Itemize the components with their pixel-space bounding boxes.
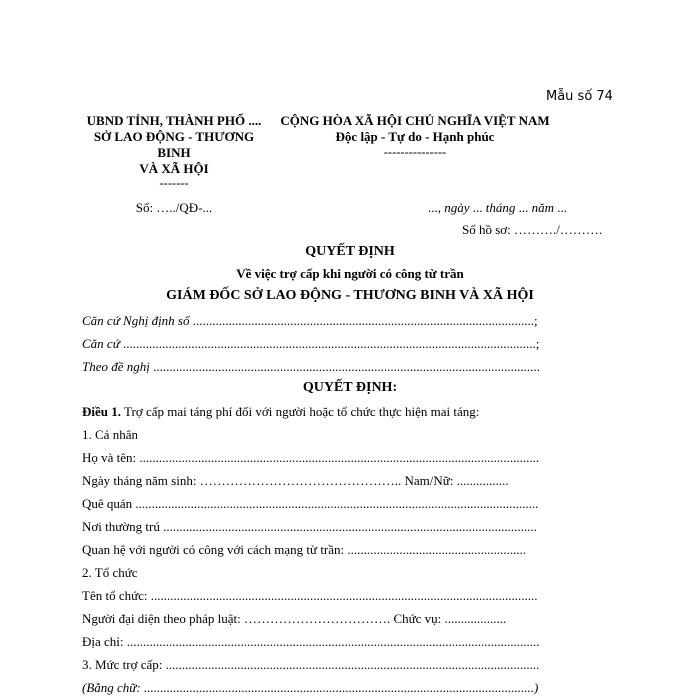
basis-other-label: Căn cứ: [82, 336, 120, 351]
field-amount: 3. Mức trợ cấp: ...................................................................................................................: [82, 657, 540, 672]
agency-separator: -------: [159, 176, 189, 190]
date-dots3: ...: [557, 200, 568, 215]
decision-title: QUYẾT ĐỊNH: [305, 244, 395, 259]
date-prefix: ...,: [428, 200, 441, 215]
basis-proposal-dots: .......................................................................................................................: [149, 359, 540, 374]
field-hometown: Quê quán ............................................................................................................................: [82, 496, 539, 511]
field-residence: Nơi thường trú ...................................................................................................................: [82, 519, 537, 534]
article-1-label: Điều 1.: [82, 404, 121, 419]
agency-line4: VÀ XÃ HỘI: [139, 161, 209, 176]
agency-line2: SỞ LAO ĐỘNG - THƯƠNG: [93, 129, 255, 144]
basis-proposal: [82, 359, 540, 375]
nation-motto: Độc lập - Tự do - Hạnh phúc: [335, 129, 495, 144]
basis-other-dots: ...............................................................................................................................;: [119, 336, 540, 351]
decision-authority: GIÁM ĐỐC SỞ LAO ĐỘNG - THƯƠNG BINH VÀ XÃ HỘI: [166, 288, 534, 303]
field-relation: Quan hệ với người có công với cách mạng từ trần: .......................................................: [82, 542, 527, 557]
decision-subject: Về việc trợ cấp khi người có công từ trần: [236, 266, 464, 281]
agency-line1: UBND TỈNH, THÀNH PHỐ ....: [86, 113, 262, 128]
section-individual: 1. Cá nhân: [82, 427, 138, 442]
basis-other: [82, 336, 539, 352]
date-ngay: ngày: [444, 200, 470, 215]
field-org-name: Tên tổ chức: .......................................................................................................................: [82, 588, 538, 603]
date-thang: tháng: [485, 200, 516, 215]
basis-decree-dots: .........................................................................................................;: [189, 313, 538, 328]
nation-separator: ---------------: [383, 145, 447, 159]
decision-heading: QUYẾT ĐỊNH:: [302, 380, 398, 395]
basis-decree: [82, 313, 538, 329]
field-address: Địa chỉ: ...............................................................................................................................: [82, 634, 540, 649]
date-line: [428, 200, 567, 216]
basis-decree-label: Căn cứ Nghị định số: [82, 313, 190, 328]
date-dots2: ...: [518, 200, 529, 215]
file-number: Số hồ sơ: ………./……….: [462, 222, 603, 237]
field-dob-gender: Ngày tháng năm sinh: ……………………………………….. Nam/Nữ: ................: [82, 473, 509, 488]
date-nam: năm: [531, 200, 555, 215]
agency-line3: BINH: [157, 145, 191, 160]
field-amount-in-words: [82, 680, 538, 696]
article-1: [82, 404, 479, 420]
form-number: Mẫu số 74: [546, 89, 613, 104]
document-number: Số: …../QĐ-...: [135, 200, 213, 215]
amount-in-words-dots: ........................................................................................................................): [140, 680, 539, 695]
date-dots1: ...: [472, 200, 483, 215]
nation-title: CỘNG HÒA XÃ HỘI CHỦ NGHĨA VIỆT NAM: [280, 113, 550, 128]
article-1-text: Trợ cấp mai táng phí đối với người hoặc tổ chức thực hiện mai táng:: [121, 404, 480, 419]
amount-in-words-label: (Bằng chữ:: [82, 680, 141, 695]
field-name: Họ và tên: ...........................................................................................................................: [82, 450, 540, 465]
section-organization: 2. Tổ chức: [82, 565, 138, 580]
basis-proposal-label: Theo đề nghị: [82, 359, 150, 374]
field-representative: Người đại diện theo pháp luật: ……………………………. Chức vụ: ...................: [82, 611, 507, 626]
